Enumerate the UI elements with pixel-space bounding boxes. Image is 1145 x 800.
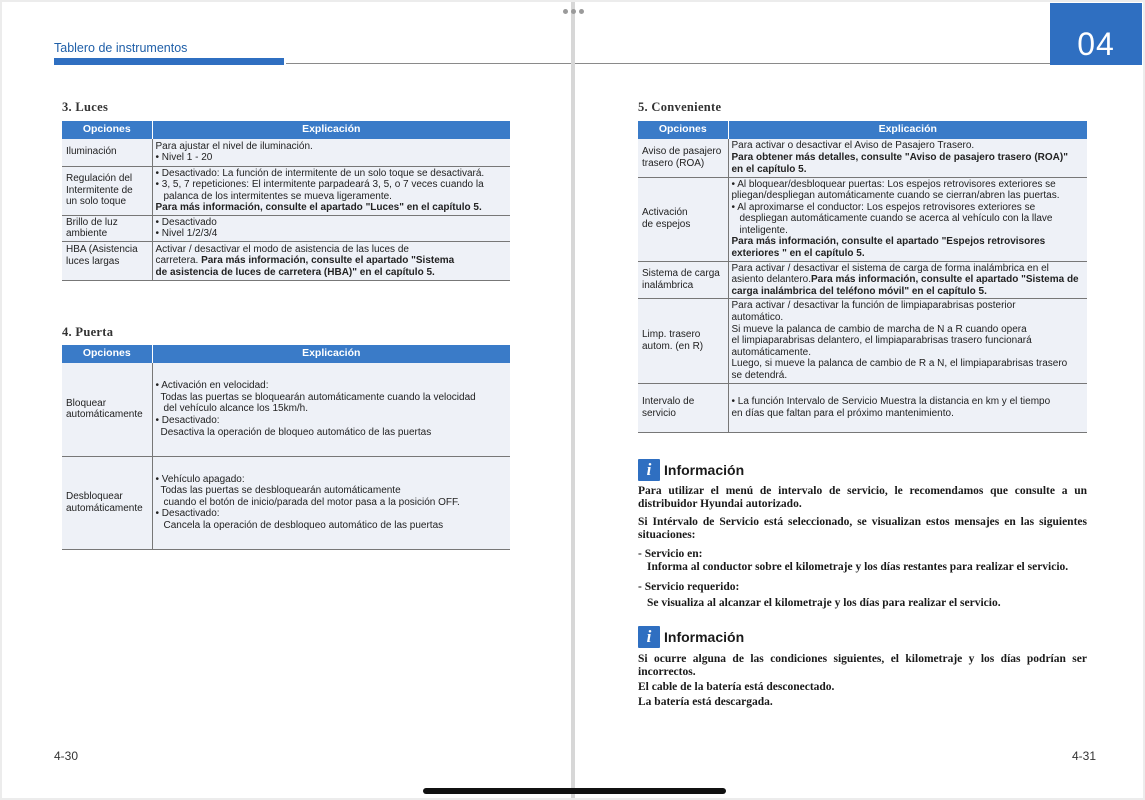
- col-header-explanation: Explicación: [152, 345, 510, 363]
- explanation-cell: • Al bloquear/desbloquear puertas: Los espejos retrovisores exteriores se pliegan/despliegan automáticamente cuando se cierran/abren las puertas. • Al aproximarse el conductor: Los espejos retrovisores exteriores se despliegan automáticamente cuando se acerca al vehículo con la llave inteligente. Para más información, consulte el apartado "Espejos retrovisores exteriores " en el capítulo 5.: [728, 177, 1087, 261]
- option-cell: Iluminación: [62, 139, 152, 166]
- header-rule: [286, 63, 571, 64]
- explanation-cell: Activar / desactivar el modo de asistencia de las luces de carretera. Para más información, consulte el apartado "Sistema de asistencia de luces de carretera (HBA)" en el capítulo 5.: [152, 242, 510, 281]
- col-header-explanation: Explicación: [728, 121, 1087, 139]
- col-header-options: Opciones: [62, 121, 152, 139]
- option-cell: Activación de espejos: [638, 177, 728, 261]
- conveniente-table: [638, 121, 1087, 433]
- explanation-cell: • La función Intervalo de Servicio Muestra la distancia en km y el tiempo en días que faltan para el próximo mantenimiento.: [728, 383, 1087, 432]
- more-options-icon[interactable]: [562, 9, 586, 15]
- info-header: [638, 626, 744, 648]
- section-title-luces: 3. Luces: [62, 100, 109, 114]
- table-row: [62, 139, 510, 166]
- explanation-cell: Para activar / desactivar el sistema de carga de forma inalámbrica en el asiento delantero.Para más información, consulte el apartado "Sistema de carga inalámbrica del teléfono móvil" en el capítulo 5.: [728, 261, 1087, 299]
- table-row: [638, 383, 1087, 432]
- table-row: [638, 261, 1087, 299]
- running-header-title: Tablero de instrumentos: [54, 41, 188, 55]
- table-row: [638, 177, 1087, 261]
- option-cell: Intervalo de servicio: [638, 383, 728, 432]
- option-cell: Bloquear automáticamente: [62, 363, 152, 456]
- info-icon: i: [638, 626, 660, 648]
- option-cell: HBA (Asistencia luces largas: [62, 242, 152, 281]
- table-row: [638, 299, 1087, 383]
- col-header-explanation: Explicación: [152, 121, 510, 139]
- section-title-conveniente: 5. Conveniente: [638, 100, 722, 114]
- option-cell: Regulación del Intermitente de un solo toque: [62, 166, 152, 215]
- home-indicator[interactable]: [423, 788, 726, 794]
- info-body: Si ocurre alguna de las condiciones siguientes, el kilometraje y los días podrían ser incorrectos. El cable de la batería está desconectado. La batería está descargada.: [638, 653, 1087, 708]
- info-header: [638, 459, 744, 481]
- page-number-right: 4-31: [1072, 749, 1097, 763]
- page-number-left: 4-30: [54, 749, 79, 763]
- table-row: [62, 242, 510, 281]
- document-viewer: [2, 2, 1143, 798]
- table-row: [62, 166, 510, 215]
- explanation-cell: Para ajustar el nivel de iluminación. • Nivel 1 - 20: [152, 139, 510, 166]
- explanation-cell: • Desactivado • Nivel 1/2/3/4: [152, 215, 510, 241]
- option-cell: Limp. trasero autom. (en R): [638, 299, 728, 383]
- info-body: Para utilizar el menú de intervalo de servicio, le recomendamos que consulte a un distribuidor Hyundai autorizado. Si Intérvalo de Servicio está seleccionado, se visualizan estos mensajes en las siguientes situaciones: - Servicio en: Informa al conductor sobre el kilometraje y los días restantes para realizar el servicio. - Servicio requerido: Se visualiza al alcanzar el kilometraje y los días para realizar el servicio.: [638, 485, 1087, 609]
- header-rule: [575, 63, 1051, 64]
- explanation-cell: Para activar / desactivar la función de limpiaparabrisas posterior automático. Si mueve la palanca de cambio de marcha de N a R cuando opera el limpiaparabrisas delantero, el limpiaparabrisas trasero funcionará automáticamente. Luego, si mueve la palanca de cambio de R a N, el limpiaparabrisas trasero se detendrá.: [728, 299, 1087, 383]
- info-icon: i: [638, 459, 660, 481]
- option-cell: Brillo de luz ambiente: [62, 215, 152, 241]
- table-row: [638, 139, 1087, 177]
- table-row: [62, 215, 510, 241]
- left-page: [2, 2, 571, 798]
- info-title: Información: [664, 462, 745, 478]
- table-row: [62, 456, 510, 549]
- info-title: Información: [664, 629, 745, 645]
- col-header-options: Opciones: [62, 345, 152, 363]
- luces-table: [62, 121, 510, 281]
- col-header-options: Opciones: [638, 121, 728, 139]
- section-title-puerta: 4. Puerta: [62, 325, 114, 339]
- puerta-table: [62, 345, 510, 550]
- table-row: [62, 363, 510, 456]
- header-accent-bar: [54, 58, 284, 65]
- explanation-cell: • Vehículo apagado: Todas las puertas se desbloquearán automáticamente cuando el botón de inicio/parada del motor pasa a la posición OFF. • Desactivado: Cancela la operación de desbloqueo automático de las puertas: [152, 456, 510, 549]
- explanation-cell: • Activación en velocidad: Todas las puertas se bloquearán automáticamente cuando la velocidad del vehículo alcance los 15km/h. • Desactivado: Desactiva la operación de bloqueo automático de las puertas: [152, 363, 510, 456]
- chapter-number-tab: 04: [1050, 3, 1142, 65]
- option-cell: Desbloquear automáticamente: [62, 456, 152, 549]
- option-cell: Sistema de carga inalámbrica: [638, 261, 728, 299]
- explanation-cell: • Desactivado: La función de intermitente de un solo toque se desactivará. • 3, 5, 7 repeticiones: El intermitente parpadeará 3, 5, o 7 veces cuando la palanca de los intermitentes se mueva ligeramente. Para más información, consulte el apartado "Luces" en el capítulo 5.: [152, 166, 510, 215]
- explanation-cell: Para activar o desactivar el Aviso de Pasajero Trasero. Para obtener más detalles, consulte "Aviso de pasajero trasero (ROA)" en el capítulo 5.: [728, 139, 1087, 177]
- option-cell: Aviso de pasajero trasero (ROA): [638, 139, 728, 177]
